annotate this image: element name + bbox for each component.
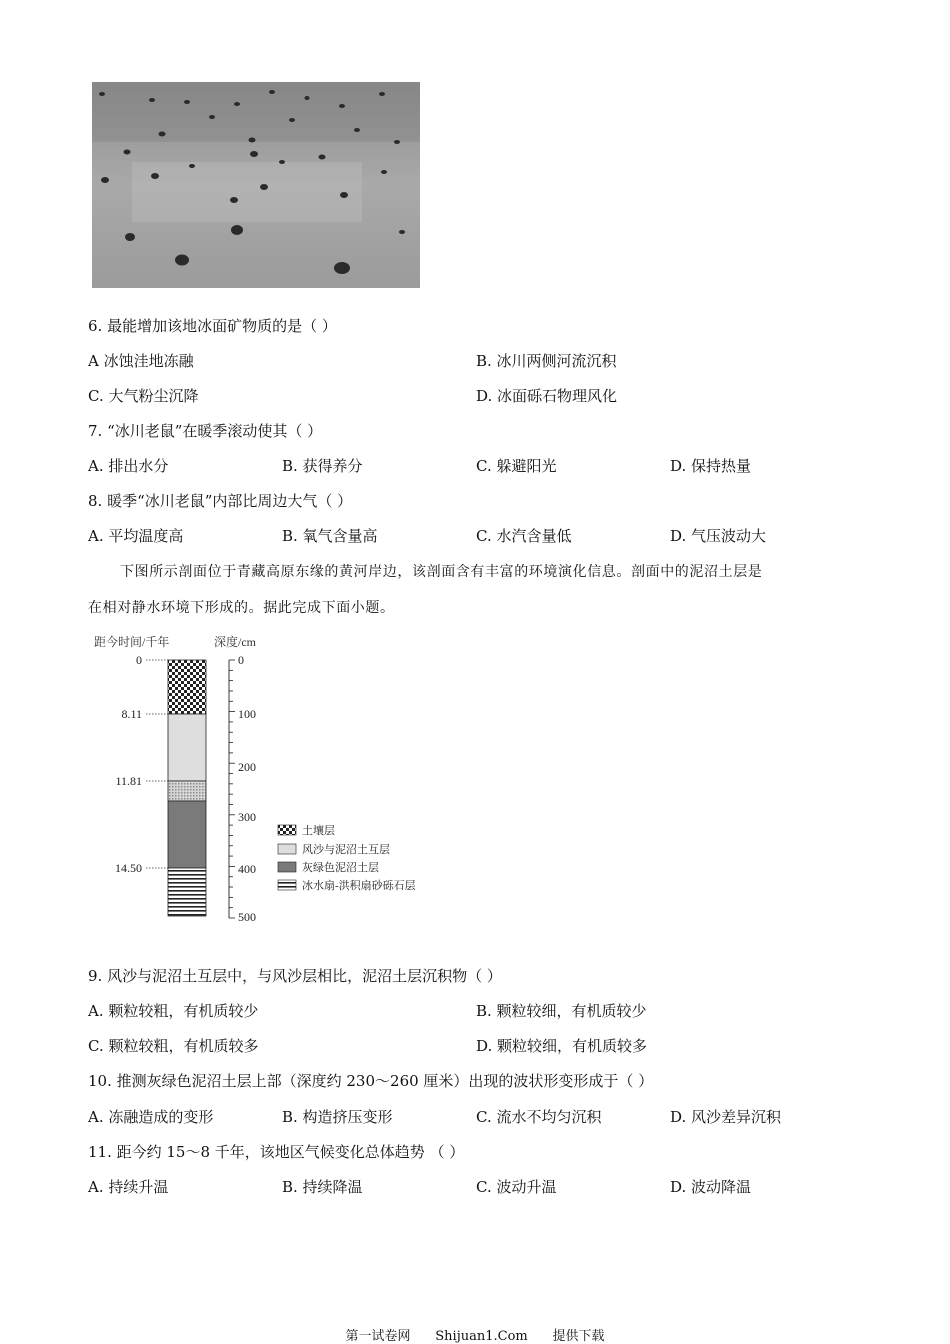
question-8-option-a[interactable]: A. 平均温度高 [88,527,184,545]
legend-label-soil: 土壤层 [302,825,335,837]
question-7-stem: 7. “冰川老鼠”在暖季滚动使其（ ） [88,422,323,440]
question-6-option-c[interactable]: C. 大气粉尘沉降 [88,387,199,405]
question-11-option-d[interactable]: D. 波动降温 [670,1178,752,1196]
time-label-2: 11.81 [115,774,142,788]
layer-wavy-deformation [168,781,206,801]
question-7-option-c[interactable]: C. 躲避阳光 [476,457,557,475]
time-label-1: 8.11 [121,707,142,721]
question-7-option-d[interactable]: D. 保持热量 [670,457,752,475]
depth-label-500: 500 [238,910,256,924]
passage-line-2: 在相对静水环境下形成的。据此完成下面小题。 [88,600,395,616]
question-6-stem: 6. 最能增加该地冰面矿物质的是（ ） [88,317,337,335]
question-11-option-a[interactable]: A. 持续升温 [88,1178,169,1196]
layer-sand-bog-interbed [168,714,206,781]
layer-gravel [168,868,206,916]
time-axis-title: 距今时间/千年 [94,635,170,649]
question-6-option-d[interactable]: D. 冰面砾石物理风化 [476,387,618,405]
legend-swatch-soil [278,825,296,835]
depth-label-0: 0 [238,653,244,667]
depth-label-100: 100 [238,707,256,721]
figure-legend [278,823,416,892]
question-10-stem: 10. 推测灰绿色泥沼土层上部（深度约 230～260 厘米）出现的波状形变形成于（ ） [88,1072,654,1090]
depth-label-400: 400 [238,862,256,876]
question-9-option-d[interactable]: D. 颗粒较细，有机质较多 [476,1037,648,1055]
legend-swatch-interbed [278,844,296,854]
question-9-option-b[interactable]: B. 颗粒较细，有机质较少 [476,1002,647,1020]
question-7-option-a[interactable]: A. 排出水分 [88,457,169,475]
question-11-option-b[interactable]: B. 持续降温 [282,1178,363,1196]
question-8-option-c[interactable]: C. 水汽含量低 [476,527,572,545]
question-6-option-b[interactable]: B. 冰川两侧河流沉积 [476,352,617,370]
depth-label-300: 300 [238,810,256,824]
question-10-option-a[interactable]: A. 冻融造成的变形 [88,1108,214,1126]
legend-swatch-grey-green-bog [278,862,296,872]
question-10-option-d[interactable]: D. 风沙差异沉积 [670,1108,782,1126]
layer-grey-green-bog [168,801,206,868]
layer-soil [168,660,206,714]
question-9-option-c[interactable]: C. 颗粒较粗，有机质较多 [88,1037,259,1055]
depth-axis-ticks [229,660,235,918]
question-8-option-b[interactable]: B. 氧气含量高 [282,527,378,545]
question-9-stem: 9. 风沙与泥沼土互层中，与风沙层相比，泥沼土层沉积物（ ） [88,967,502,985]
passage-line-1: 下图所示剖面位于青藏高原东缘的黄河岸边，该剖面含有丰富的环境演化信息。剖面中的泥沼土层是 [120,564,763,580]
legend-label-interbed: 风沙与泥沼土互层 [302,844,390,856]
depth-label-200: 200 [238,760,256,774]
question-6-option-a[interactable]: A 冰蚀洼地冻融 [88,352,194,370]
stratigraphic-column-figure [88,630,448,930]
question-11-stem: 11. 距今约 15～8 千年，该地区气候变化总体趋势 （ ） [88,1143,465,1161]
question-9-option-a[interactable]: A. 颗粒较粗，有机质较少 [88,1002,259,1020]
time-label-3: 14.50 [115,861,142,875]
question-10-option-c[interactable]: C. 流水不均匀沉积 [476,1108,602,1126]
question-8-stem: 8. 暖季“冰川老鼠”内部比周边大气（ ） [88,492,353,510]
question-8-option-d[interactable]: D. 气压波动大 [670,527,767,545]
question-10-option-b[interactable]: B. 构造挤压变形 [282,1108,393,1126]
page-footer: 第一试卷网 Shijuan1.Com 提供下载 [345,1329,605,1344]
glacier-mice-photo [92,82,420,288]
question-7-option-b[interactable]: B. 获得养分 [282,457,363,475]
time-label-0: 0 [136,653,142,667]
legend-label-gravel: 冰水扇-洪积扇砂砾石层 [302,880,416,892]
depth-axis-title: 深度/cm [214,635,256,649]
question-11-option-c[interactable]: C. 波动升温 [476,1178,557,1196]
legend-label-grey-green-bog: 灰绿色泥沼土层 [302,862,379,874]
legend-swatch-gravel [278,880,296,890]
